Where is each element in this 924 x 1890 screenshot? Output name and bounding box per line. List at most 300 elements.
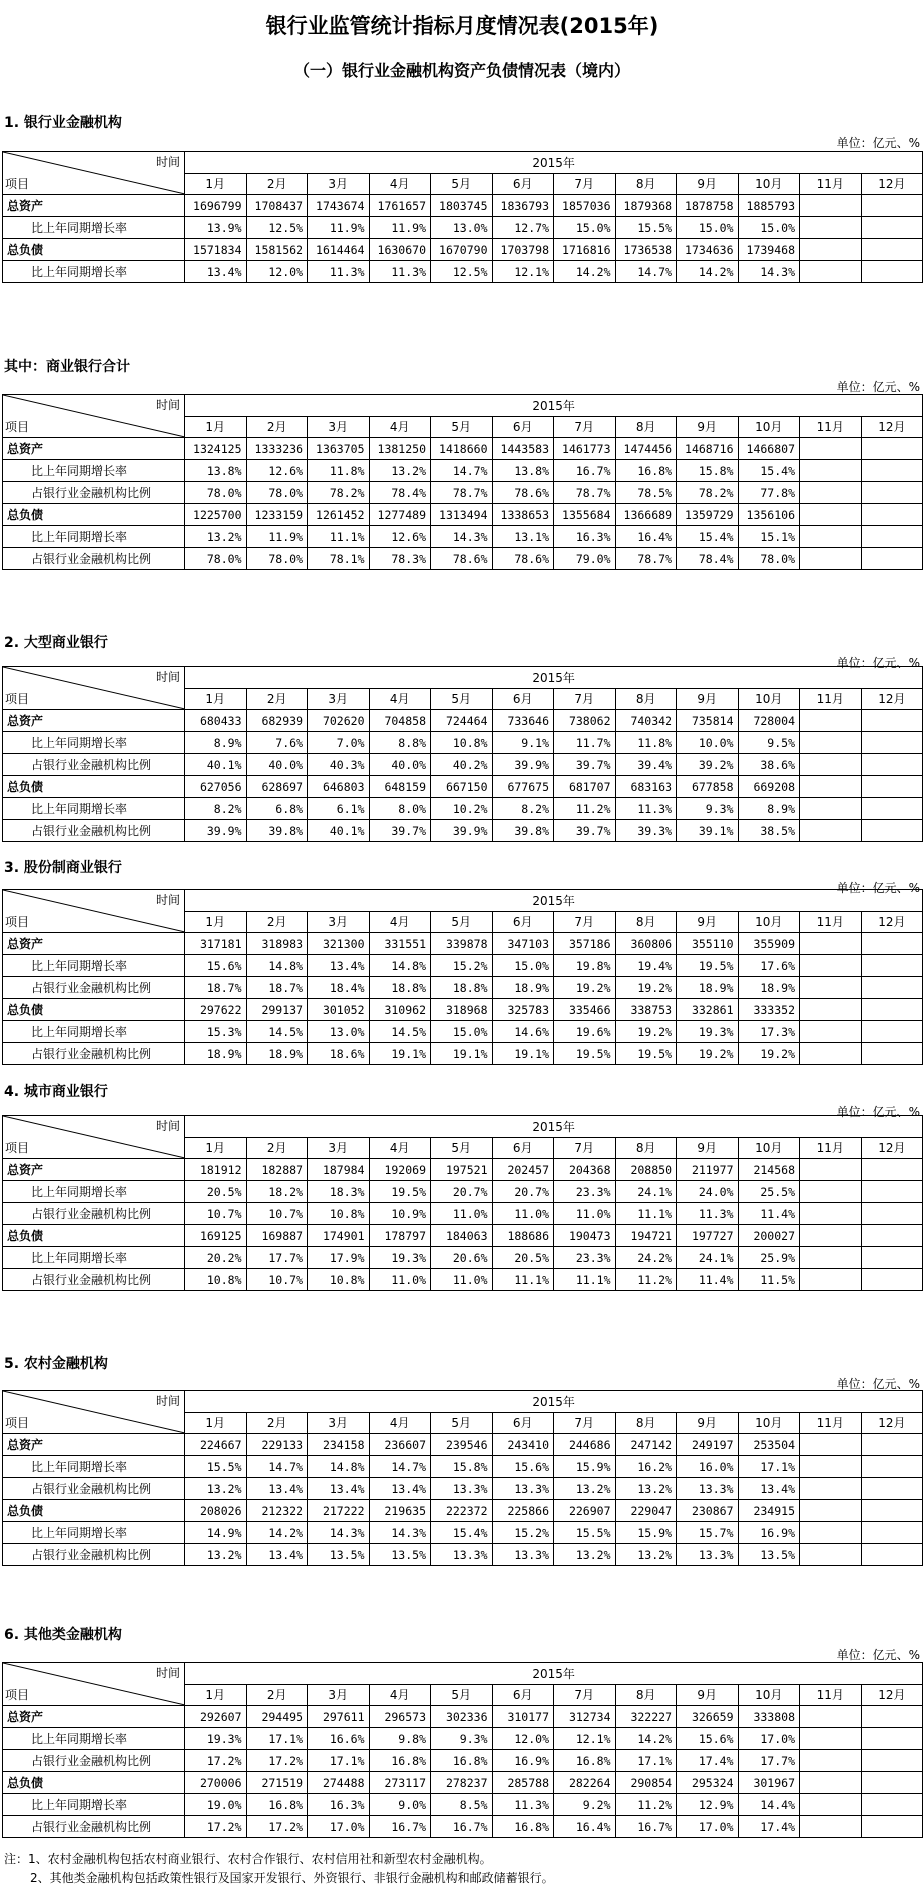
table-cell (861, 1478, 923, 1500)
table-cell (800, 1269, 862, 1291)
table-cell: 335466 (554, 999, 616, 1021)
header-month: 2月 (246, 689, 308, 710)
table-cell: 297622 (185, 999, 247, 1021)
header-month: 6月 (492, 417, 554, 438)
table-cell: 646803 (308, 776, 370, 798)
table-cell: 16.7% (431, 1816, 493, 1838)
header-month: 12月 (861, 174, 923, 195)
header-month: 6月 (492, 174, 554, 195)
table-cell: 78.0% (185, 482, 247, 504)
table-row (3, 820, 923, 842)
table-cell (800, 933, 862, 955)
table-cell: 14.2% (554, 261, 616, 283)
table-cell: 78.5% (615, 482, 677, 504)
table-cell: 39.9% (185, 820, 247, 842)
data-table (2, 1115, 923, 1291)
header-month: 6月 (492, 1138, 554, 1159)
table-cell: 18.9% (492, 977, 554, 999)
table-cell: 197727 (677, 1225, 739, 1247)
header-corner (3, 1663, 185, 1706)
table-cell: 12.1% (492, 261, 554, 283)
table-row (3, 710, 923, 732)
table-cell: 1736538 (615, 239, 677, 261)
data-table (2, 889, 923, 1065)
table-cell: 13.2% (185, 526, 247, 548)
table-cell (861, 1159, 923, 1181)
table-cell: 331551 (369, 933, 431, 955)
table-cell: 19.2% (738, 1043, 800, 1065)
table-cell: 14.3% (308, 1522, 370, 1544)
table-cell: 13.4% (308, 1478, 370, 1500)
table-cell: 9.8% (369, 1728, 431, 1750)
header-month: 5月 (431, 912, 493, 933)
table-cell: 12.0% (492, 1728, 554, 1750)
row-label: 比上年同期增长率 (3, 460, 185, 482)
header-month: 2月 (246, 1685, 308, 1706)
table-cell: 13.2% (369, 460, 431, 482)
header-month: 12月 (861, 417, 923, 438)
row-label: 总资产 (3, 195, 185, 217)
table-cell: 78.1% (308, 548, 370, 570)
header-month: 12月 (861, 689, 923, 710)
table-cell: 333808 (738, 1706, 800, 1728)
row-label: 占银行业金融机构比例 (3, 1816, 185, 1838)
section-title: 6. 其他类金融机构 (4, 1627, 122, 1643)
table-cell: 321300 (308, 933, 370, 955)
table-cell: 282264 (554, 1772, 616, 1794)
row-label: 总资产 (3, 1159, 185, 1181)
table-cell: 18.9% (246, 1043, 308, 1065)
table-cell: 13.8% (492, 460, 554, 482)
table-cell: 9.0% (369, 1794, 431, 1816)
table-cell (800, 977, 862, 999)
table-row (3, 754, 923, 776)
table-cell: 11.3% (308, 261, 370, 283)
table-cell: 78.7% (615, 548, 677, 570)
table-cell: 15.2% (492, 1522, 554, 1544)
table-cell: 234915 (738, 1500, 800, 1522)
header-corner (3, 667, 185, 710)
header-month: 10月 (738, 1138, 800, 1159)
table-cell: 17.7% (738, 1750, 800, 1772)
table-cell: 278237 (431, 1772, 493, 1794)
table-cell: 17.2% (246, 1750, 308, 1772)
table-cell: 39.9% (492, 754, 554, 776)
table-cell (800, 1021, 862, 1043)
row-label: 总资产 (3, 438, 185, 460)
header-item-label: 项目 (5, 915, 30, 929)
header-month: 8月 (615, 174, 677, 195)
table-cell: 10.8% (185, 1269, 247, 1291)
table-cell (861, 526, 923, 548)
table-cell (861, 933, 923, 955)
table-cell: 78.7% (431, 482, 493, 504)
table-cell: 11.8% (308, 460, 370, 482)
table-cell: 229133 (246, 1434, 308, 1456)
table-cell: 270006 (185, 1772, 247, 1794)
table-cell: 230867 (677, 1500, 739, 1522)
header-month: 6月 (492, 1685, 554, 1706)
table-cell: 236607 (369, 1434, 431, 1456)
header-time-label: 时间 (155, 398, 180, 412)
table-row (3, 1456, 923, 1478)
section-title: 3. 股份制商业银行 (4, 860, 122, 876)
table-cell: 1277489 (369, 504, 431, 526)
table-cell: 78.0% (246, 548, 308, 570)
header-time-label: 时间 (155, 893, 180, 907)
header-month: 9月 (677, 1413, 739, 1434)
header-month: 5月 (431, 1138, 493, 1159)
table-cell: 19.4% (615, 955, 677, 977)
table-cell: 217222 (308, 1500, 370, 1522)
header-year: 2015年 (185, 1663, 923, 1685)
table-row (3, 460, 923, 482)
table-cell: 1630670 (369, 239, 431, 261)
row-label: 比上年同期增长率 (3, 955, 185, 977)
table-row (3, 1750, 923, 1772)
header-month: 12月 (861, 912, 923, 933)
table-cell: 296573 (369, 1706, 431, 1728)
header-month: 10月 (738, 1685, 800, 1706)
table-cell: 1443583 (492, 438, 554, 460)
table-cell: 19.2% (615, 1021, 677, 1043)
table-cell (861, 820, 923, 842)
table-cell: 19.3% (185, 1728, 247, 1750)
table-cell: 17.6% (738, 955, 800, 977)
table-cell (861, 1728, 923, 1750)
table-cell: 18.8% (369, 977, 431, 999)
table-cell: 680433 (185, 710, 247, 732)
table-cell (800, 1456, 862, 1478)
table-cell: 274488 (308, 1772, 370, 1794)
row-label: 占银行业金融机构比例 (3, 1544, 185, 1566)
unit-label: 单位：亿元、% (836, 1648, 920, 1662)
document-subtitle: （一）银行业金融机构资产负债情况表（境内） (293, 61, 630, 80)
header-item-label: 项目 (5, 177, 30, 191)
row-label: 占银行业金融机构比例 (3, 1043, 185, 1065)
table-cell (800, 1247, 862, 1269)
table-cell: 1338653 (492, 504, 554, 526)
table-row (3, 1247, 923, 1269)
table-cell: 1857036 (554, 195, 616, 217)
table-row (3, 548, 923, 570)
table-cell: 13.0% (308, 1021, 370, 1043)
table-cell: 17.2% (246, 1816, 308, 1838)
header-month: 3月 (308, 174, 370, 195)
table-cell: 202457 (492, 1159, 554, 1181)
header-month: 6月 (492, 912, 554, 933)
table-cell: 39.7% (369, 820, 431, 842)
table-cell: 1324125 (185, 438, 247, 460)
table-cell: 182887 (246, 1159, 308, 1181)
table-cell: 78.4% (369, 482, 431, 504)
header-month: 1月 (185, 417, 247, 438)
row-label: 比上年同期增长率 (3, 1456, 185, 1478)
table-cell: 23.3% (554, 1181, 616, 1203)
table-cell: 15.0% (492, 955, 554, 977)
table-cell: 188686 (492, 1225, 554, 1247)
table-cell: 333352 (738, 999, 800, 1021)
table-cell: 1803745 (431, 195, 493, 217)
table-cell: 17.1% (246, 1728, 308, 1750)
table-cell: 39.3% (615, 820, 677, 842)
header-month: 11月 (800, 417, 862, 438)
table-cell: 19.1% (492, 1043, 554, 1065)
table-cell: 15.9% (554, 1456, 616, 1478)
table-cell: 1313494 (431, 504, 493, 526)
table-cell: 11.0% (431, 1203, 493, 1225)
table-cell: 704858 (369, 710, 431, 732)
table-cell: 18.9% (677, 977, 739, 999)
table-cell: 15.5% (615, 217, 677, 239)
table-cell: 1461773 (554, 438, 616, 460)
table-cell: 11.2% (615, 1794, 677, 1816)
header-month: 9月 (677, 912, 739, 933)
table-cell (861, 754, 923, 776)
table-cell: 181912 (185, 1159, 247, 1181)
table-cell: 11.4% (738, 1203, 800, 1225)
table-cell: 78.7% (554, 482, 616, 504)
table-row (3, 217, 923, 239)
table-cell (861, 1203, 923, 1225)
table-cell: 14.7% (615, 261, 677, 283)
table-cell: 77.8% (738, 482, 800, 504)
table-cell: 14.4% (738, 1794, 800, 1816)
table-cell: 15.8% (431, 1456, 493, 1478)
table-cell: 169125 (185, 1225, 247, 1247)
header-item-label: 项目 (5, 1688, 30, 1702)
table-cell: 226907 (554, 1500, 616, 1522)
table-cell: 19.5% (554, 1043, 616, 1065)
table-cell: 14.7% (369, 1456, 431, 1478)
table-cell: 13.4% (369, 1478, 431, 1500)
table-cell: 1261452 (308, 504, 370, 526)
table-cell (861, 460, 923, 482)
table-cell: 273117 (369, 1772, 431, 1794)
table-cell: 318983 (246, 933, 308, 955)
row-label: 比上年同期增长率 (3, 1247, 185, 1269)
table-cell (800, 504, 862, 526)
table-cell: 301052 (308, 999, 370, 1021)
table-cell: 19.2% (554, 977, 616, 999)
table-cell: 16.7% (615, 1816, 677, 1838)
header-month: 3月 (308, 689, 370, 710)
table-cell (861, 195, 923, 217)
table-cell: 39.4% (615, 754, 677, 776)
table-cell: 11.9% (308, 217, 370, 239)
table-cell (800, 1043, 862, 1065)
row-label: 总资产 (3, 710, 185, 732)
table-cell: 302336 (431, 1706, 493, 1728)
table-cell: 11.8% (615, 732, 677, 754)
table-cell: 13.3% (677, 1478, 739, 1500)
table-cell: 1468716 (677, 438, 739, 460)
header-month: 10月 (738, 174, 800, 195)
header-month: 7月 (554, 912, 616, 933)
table-cell: 16.9% (738, 1522, 800, 1544)
table-cell: 23.3% (554, 1247, 616, 1269)
table-cell: 16.0% (677, 1456, 739, 1478)
header-month: 9月 (677, 689, 739, 710)
table-cell: 322227 (615, 1706, 677, 1728)
table-cell (800, 1225, 862, 1247)
header-month: 5月 (431, 1413, 493, 1434)
table-cell: 10.8% (308, 1203, 370, 1225)
table-cell: 39.7% (554, 754, 616, 776)
table-cell: 17.7% (246, 1247, 308, 1269)
table-cell: 39.1% (677, 820, 739, 842)
table-cell: 17.2% (185, 1750, 247, 1772)
table-cell: 17.4% (738, 1816, 800, 1838)
header-month: 4月 (369, 1138, 431, 1159)
table-cell: 20.7% (492, 1181, 554, 1203)
table-cell: 211977 (677, 1159, 739, 1181)
table-cell: 347103 (492, 933, 554, 955)
header-month: 5月 (431, 174, 493, 195)
header-month: 1月 (185, 174, 247, 195)
table-cell (861, 999, 923, 1021)
table-cell (861, 504, 923, 526)
header-month: 1月 (185, 912, 247, 933)
table-cell: 297611 (308, 1706, 370, 1728)
table-cell: 78.6% (431, 548, 493, 570)
header-month: 8月 (615, 1685, 677, 1706)
table-cell: 627056 (185, 776, 247, 798)
table-cell: 14.2% (677, 261, 739, 283)
table-cell: 13.4% (185, 261, 247, 283)
table-cell: 16.8% (369, 1750, 431, 1772)
table-cell: 24.0% (677, 1181, 739, 1203)
table-cell (800, 1816, 862, 1838)
table-cell: 10.8% (308, 1269, 370, 1291)
table-cell (800, 1500, 862, 1522)
table-row (3, 776, 923, 798)
table-cell: 15.6% (185, 955, 247, 977)
table-cell (861, 217, 923, 239)
table-cell: 13.2% (185, 1478, 247, 1500)
table-cell: 10.9% (369, 1203, 431, 1225)
table-cell: 1734636 (677, 239, 739, 261)
table-cell: 39.9% (431, 820, 493, 842)
table-cell: 16.9% (492, 1750, 554, 1772)
table-cell: 1333236 (246, 438, 308, 460)
table-cell: 25.9% (738, 1247, 800, 1269)
table-cell: 78.3% (369, 548, 431, 570)
table-cell (861, 438, 923, 460)
header-month: 2月 (246, 174, 308, 195)
row-label: 占银行业金融机构比例 (3, 977, 185, 999)
table-cell: 312734 (554, 1706, 616, 1728)
table-cell: 16.3% (554, 526, 616, 548)
table-cell: 14.8% (246, 955, 308, 977)
table-cell (861, 548, 923, 570)
table-cell (800, 548, 862, 570)
table-cell: 13.3% (677, 1544, 739, 1566)
row-label: 占银行业金融机构比例 (3, 754, 185, 776)
table-cell (861, 239, 923, 261)
table-cell: 192069 (369, 1159, 431, 1181)
header-time-label: 时间 (155, 1666, 180, 1680)
table-cell: 13.8% (185, 460, 247, 482)
header-month: 3月 (308, 1138, 370, 1159)
table-cell (861, 1522, 923, 1544)
table-cell: 19.1% (431, 1043, 493, 1065)
table-cell (861, 1794, 923, 1816)
unit-label: 单位：亿元、% (836, 380, 920, 394)
row-label: 比上年同期增长率 (3, 1181, 185, 1203)
header-month: 9月 (677, 1685, 739, 1706)
table-cell (800, 1159, 862, 1181)
table-cell: 292607 (185, 1706, 247, 1728)
table-cell (800, 820, 862, 842)
table-cell: 15.6% (677, 1728, 739, 1750)
table-cell (861, 798, 923, 820)
row-label: 占银行业金融机构比例 (3, 1203, 185, 1225)
table-cell: 18.2% (246, 1181, 308, 1203)
header-month: 12月 (861, 1685, 923, 1706)
table-row (3, 1544, 923, 1566)
row-label: 占银行业金融机构比例 (3, 1750, 185, 1772)
table-cell: 15.0% (677, 217, 739, 239)
table-cell: 19.2% (615, 977, 677, 999)
table-cell: 14.3% (738, 261, 800, 283)
table-cell (800, 776, 862, 798)
table-cell: 16.8% (615, 460, 677, 482)
table-cell (861, 1269, 923, 1291)
table-cell: 234158 (308, 1434, 370, 1456)
table-cell: 1225700 (185, 504, 247, 526)
table-cell: 19.5% (615, 1043, 677, 1065)
table-cell (800, 1181, 862, 1203)
header-corner (3, 1116, 185, 1159)
header-year: 2015年 (185, 395, 923, 417)
table-cell: 11.0% (431, 1269, 493, 1291)
table-row (3, 1500, 923, 1522)
row-label: 比上年同期增长率 (3, 1021, 185, 1043)
table-cell: 40.3% (308, 754, 370, 776)
table-cell (861, 1456, 923, 1478)
header-month: 8月 (615, 417, 677, 438)
table-cell: 15.5% (185, 1456, 247, 1478)
table-cell: 38.5% (738, 820, 800, 842)
footnote-2: 2、其他类金融机构包括政策性银行及国家开发银行、外资银行、非银行金融机构和邮政储蓄银行。 (30, 1871, 554, 1885)
header-month: 4月 (369, 417, 431, 438)
table-cell (800, 526, 862, 548)
header-month: 8月 (615, 1138, 677, 1159)
table-cell (800, 1706, 862, 1728)
table-cell: 1355684 (554, 504, 616, 526)
table-cell: 17.4% (677, 1750, 739, 1772)
table-row (3, 977, 923, 999)
table-cell: 728004 (738, 710, 800, 732)
header-month: 3月 (308, 417, 370, 438)
table-cell: 197521 (431, 1159, 493, 1181)
table-cell: 20.7% (431, 1181, 493, 1203)
table-cell (800, 1478, 862, 1500)
table-cell: 17.1% (738, 1456, 800, 1478)
table-cell: 187984 (308, 1159, 370, 1181)
table-cell: 294495 (246, 1706, 308, 1728)
row-label: 占银行业金融机构比例 (3, 820, 185, 842)
table-cell: 1739468 (738, 239, 800, 261)
table-cell: 12.7% (492, 217, 554, 239)
unit-label: 单位：亿元、% (836, 136, 920, 150)
table-cell: 18.9% (738, 977, 800, 999)
header-year: 2015年 (185, 667, 923, 689)
table-cell: 78.0% (185, 548, 247, 570)
table-cell (800, 239, 862, 261)
header-month: 8月 (615, 912, 677, 933)
